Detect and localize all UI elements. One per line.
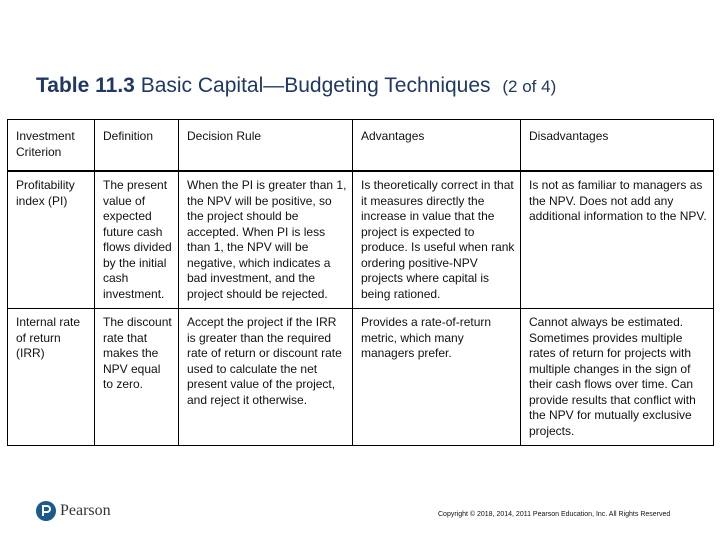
capital-budgeting-table <box>7 119 714 446</box>
copyright-notice: Copyright © 2018, 2014, 2011 Pearson Education, Inc. All Rights Reserved <box>438 511 671 518</box>
table-cell: Provides a rate-of-return metric, which many managers prefer. <box>353 309 521 446</box>
table-part: (2 of 4) <box>502 77 557 96</box>
table-cell: The present value of expected future cash flows divided by the initial cash investment. <box>95 171 179 309</box>
table-cell: Cannot always be estimated. Sometimes provides multiple rates of return for projects with multiple changes in the sign of their cash flows over time. Can provide results that conflict with the NPV for mutually exclusive projects. <box>521 309 714 446</box>
table-row <box>8 309 714 446</box>
table-cell: Is not as familiar to managers as the NPV. Does not add any additional information to the NPV. <box>521 171 714 309</box>
logo-text: Pearson <box>60 502 111 519</box>
table-number: Table 11.3 <box>36 74 135 97</box>
pearson-p-icon <box>36 501 56 521</box>
table-cell: Accept the project if the IRR is greater than the required rate of return or discount rate used to calculate the net present value of the project, and reject it otherwise. <box>179 309 353 446</box>
table-cell: When the PI is greater than 1, the NPV will be positive, so the project should be accepted. When PI is less than 1, the NPV will be negative, which indicates a bad investment, and the project should be rejected. <box>179 171 353 309</box>
page-title <box>36 74 556 98</box>
table-row <box>8 171 714 309</box>
table-cell: The discount rate that makes the NPV equal to zero. <box>95 309 179 446</box>
header-row <box>8 120 714 172</box>
table-cell: Profitability index (PI) <box>8 171 95 309</box>
table-cell: Is theoretically correct in that it measures directly the increase in value that the project is expected to produce. Is useful when rank ordering positive-NPV projects where capital is being rationed. <box>353 171 521 309</box>
table-cell: Internal rate of return (IRR) <box>8 309 95 446</box>
pearson-logo <box>36 501 111 521</box>
header-cell: Disadvantages <box>521 120 714 172</box>
header-cell: Investment Criterion <box>8 120 95 172</box>
header-cell: Advantages <box>353 120 521 172</box>
header-cell: Decision Rule <box>179 120 353 172</box>
header-cell: Definition <box>95 120 179 172</box>
table-title: Basic Capital—Budgeting Techniques <box>140 74 491 97</box>
